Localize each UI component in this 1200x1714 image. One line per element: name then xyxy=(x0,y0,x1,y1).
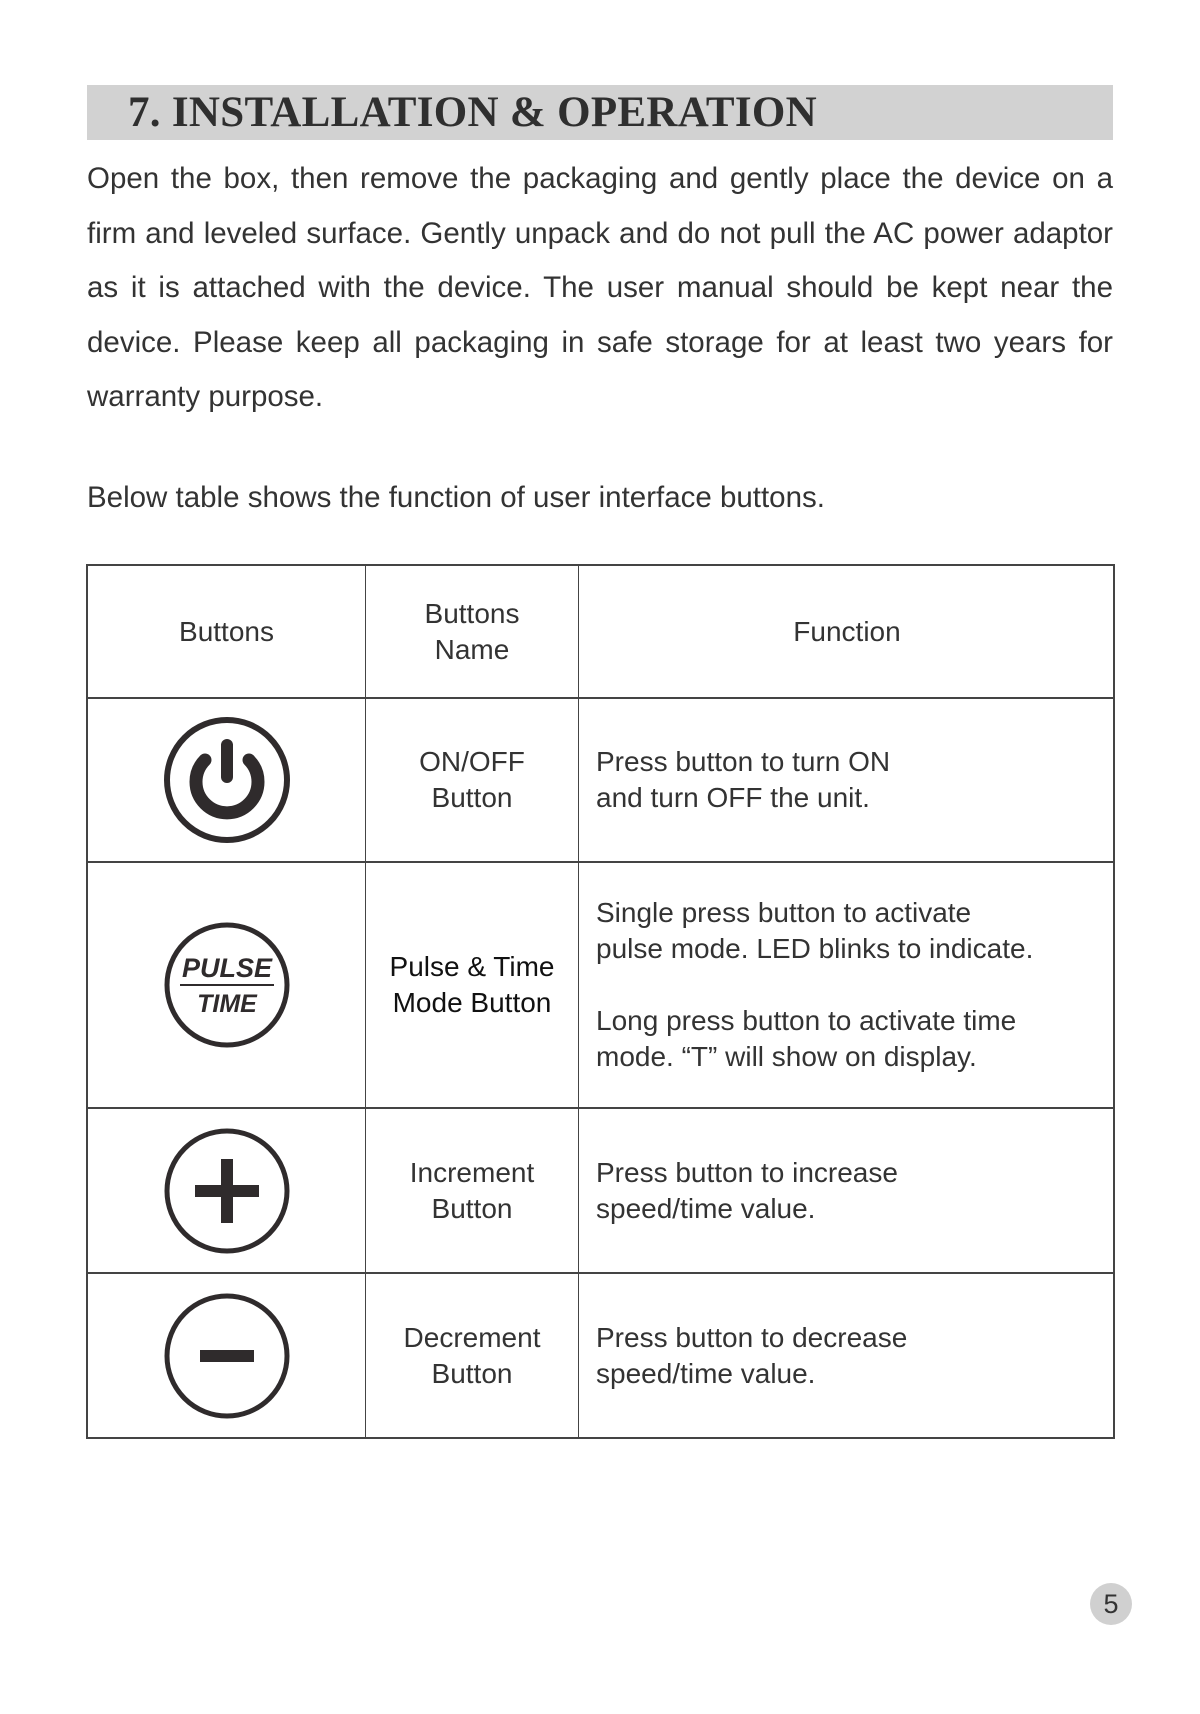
icon-cell xyxy=(88,1109,366,1272)
function-line2: speed/time value. xyxy=(596,1357,816,1389)
button-name-line2: Mode Button xyxy=(392,987,552,1018)
function-cell xyxy=(579,1274,1115,1437)
function-text xyxy=(596,744,890,816)
table-caption: Below table shows the function of user interface buttons. xyxy=(87,481,825,514)
button-name-line2: Button xyxy=(431,1357,513,1389)
header-buttons: Buttons xyxy=(179,615,274,647)
button-name xyxy=(366,744,578,816)
name-cell xyxy=(366,1109,579,1272)
button-name-line2: Button xyxy=(431,1192,513,1224)
minus-icon xyxy=(162,1291,292,1421)
name-cell xyxy=(366,1274,579,1437)
section-title: 7. INSTALLATION & OPERATION xyxy=(128,89,818,136)
intro-paragraph: Open the box, then remove the packaging and gently place the device on a firm and leveled surface. Gently unpack and do not pull the AC power adaptor as it is attached with the device. The user manual should be kept near the device. Please keep all packaging in safe storage for at least two years for warranty purpose. xyxy=(87,162,1113,413)
function-line1: Press button to increase xyxy=(596,1156,898,1188)
header-cell-buttons xyxy=(88,566,366,697)
power-icon xyxy=(162,715,292,845)
page-number: 5 xyxy=(1103,1588,1119,1619)
function-cell xyxy=(579,1109,1115,1272)
header-cell-function xyxy=(579,566,1115,697)
function-line2: speed/time value. xyxy=(596,1192,816,1224)
function-line3: Long press button to activate time xyxy=(596,1005,1017,1036)
table-row xyxy=(88,1109,1113,1274)
button-name-line1: Pulse & Time xyxy=(389,951,555,982)
button-name-line1: ON/OFF xyxy=(419,746,525,777)
function-line1: Press button to turn ON xyxy=(596,746,891,777)
table-row xyxy=(88,1274,1113,1437)
function-text xyxy=(596,895,1033,1075)
time-label: TIME xyxy=(196,990,257,1018)
header-cell-name xyxy=(366,566,579,697)
pulse-time-icon xyxy=(162,920,292,1050)
function-line2: and turn OFF the unit. xyxy=(596,782,870,813)
table-row xyxy=(88,699,1113,863)
name-cell xyxy=(366,699,579,861)
button-name-line2: Button xyxy=(431,782,513,813)
header-name-line1: Buttons xyxy=(424,597,520,629)
header-name-line2: Name xyxy=(434,633,510,665)
icon-cell xyxy=(88,699,366,861)
table-row xyxy=(88,863,1113,1109)
button-name xyxy=(366,1155,578,1227)
section-header-band xyxy=(87,85,1113,140)
function-line1: Single press button to activate xyxy=(596,897,972,928)
function-line2: pulse mode. LED blinks to indicate. xyxy=(596,933,1034,964)
name-cell xyxy=(366,863,579,1107)
button-name xyxy=(366,1320,578,1392)
function-line4: mode. “T” will show on display. xyxy=(596,1041,977,1072)
button-function-table xyxy=(86,564,1115,1439)
function-cell xyxy=(579,699,1115,861)
button-name xyxy=(366,949,578,1021)
pulse-label: PULSE xyxy=(181,953,272,983)
header-function: Function xyxy=(793,615,901,647)
function-text xyxy=(596,1320,907,1392)
plus-icon xyxy=(162,1126,292,1256)
icon-cell xyxy=(88,1274,366,1437)
page-number-badge xyxy=(1090,1583,1132,1625)
icon-cell xyxy=(88,863,366,1107)
function-spacer xyxy=(596,967,1033,1003)
header-buttons-name xyxy=(366,596,578,668)
function-cell xyxy=(579,863,1115,1107)
function-line1: Press button to decrease xyxy=(596,1321,908,1353)
table-header-row xyxy=(88,566,1113,699)
button-name-line1: Decrement xyxy=(403,1321,541,1353)
function-text xyxy=(596,1155,898,1227)
button-name-line1: Increment xyxy=(409,1156,535,1188)
